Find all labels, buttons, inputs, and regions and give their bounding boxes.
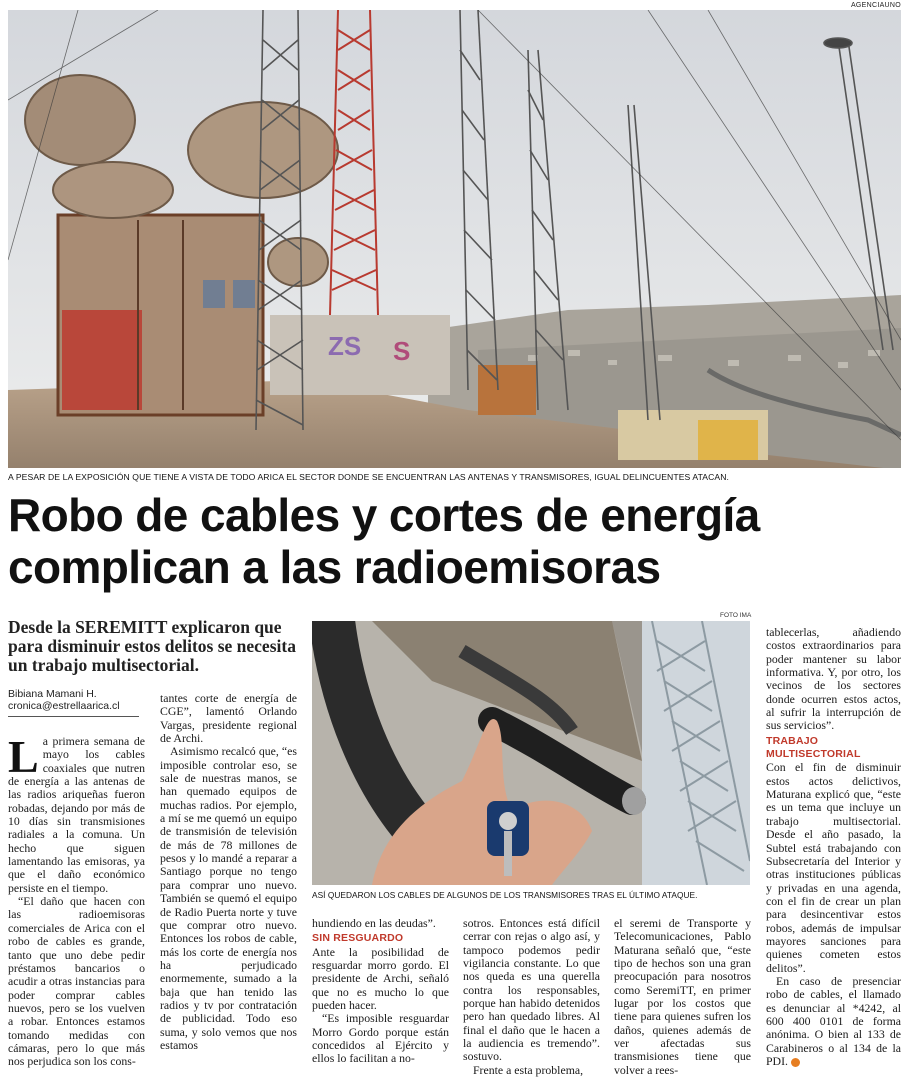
byline: [8, 688, 143, 712]
paragraph: sotros. Entonces está difícil cerrar con rejas o algo así, y tampoco podemos pedir vigilancia constante. Lo que nos queda es una querella contra los responsables, porque han habido detenidos pero han quedado libres. Al final el daño que le hacen a la audiencia es tremendo”. sostuvo.: [463, 916, 600, 1064]
cables-photo: [312, 621, 750, 885]
article-column-2: [160, 692, 297, 1052]
main-photo-caption: A PESAR DE LA EXPOSICIÓN QUE TIENE A VISTA DE TODO ARICA EL SECTOR DONDE SE ENCUENTRAN LAS ANTENAS Y TRANSMISORES, IGUAL DELINCUENTES ATACAN.: [8, 472, 730, 482]
main-photo: [8, 10, 901, 468]
photo-credit: FOTO IMA: [720, 612, 752, 619]
article-column-1: [8, 731, 145, 1069]
paragraph-text: En caso de presenciar robo de cables, el llamado es denunciar al *4242, al 600 400 0101 de forma anónima. O bien al 133 de Carabineros o al 134 de la PDI.: [766, 973, 901, 1068]
paragraph: Asimismo recalcó que, “es imposible controlar eso, se sale de nuestras manos, se han quemado equipos de muchas radios. Por ejemplo, a mí se me quemó un equipo de transmisión de televisión de más de 78 millones de pesos y lo mandé a reparar a Santiago porque no tengo para comprar uno nuevo. También se quemó el equipo de Radio Puerta norte y tuve que comprar otro nuevo. Entonces los robos de cable, más los corte de energía nos ha perjudicado enormemente, sumado a la baja que han tenido las radios y tv por contratación de publicidad. Todo eso suma, y solo vemos que nos estamos: [160, 744, 297, 1052]
lead-paragraph: [8, 731, 145, 895]
article-column-3: [312, 917, 449, 1066]
end-of-article-icon: ●: [791, 1058, 800, 1067]
photo-credit: AGENCIAUNO: [850, 2, 901, 9]
paragraph: tantes corte de energía de CGE”, lamentó Orlando Vargas, presidente regional de Archi.: [160, 691, 297, 746]
author-name: Bibiana Mamani H.: [8, 688, 97, 700]
paragraph: el seremi de Transporte y Telecomunicaciones, Pablo Maturana señaló que, “este tipo de hechos son una gran preocupación para nosotros como SeremiTT, en primer lugar por los costos que tiene para quienes sufren los daños, quienes además de ver afectadas sus transmisiones tiene que volver a rees-: [614, 916, 751, 1077]
cables-photo-caption: ASÍ QUEDARON LOS CABLES DE ALGUNOS DE LOS TRANSMISORES TRAS EL ÚLTIMO ATAQUE.: [312, 890, 698, 900]
drop-cap: L: [8, 731, 39, 782]
article-column-6: [766, 626, 901, 1068]
paragraph: “Es imposible resguardar Morro Gordo porque están concedidos al Ejército y ellos lo facilitan a no-: [312, 1011, 449, 1066]
headline-line-2: complican a las radioemisoras: [8, 541, 661, 593]
article-column-5: [614, 917, 751, 1077]
section-subhead: TRABAJO MULTISECTORIAL: [766, 734, 861, 761]
svg-text:ZS: ZS: [328, 331, 362, 361]
paragraph: “El daño que hacen con las radioemisoras comerciales de Arica con el robo de cables es grande, tanto que uno debe pedir préstamos bancarios o acudir a otras instancias para poder comprar cables nuevos, pero se los vuelven a robar. Entonces estamos tomando medidas con cámaras, pero lo que más nos perjudica son los cons-: [8, 894, 145, 1069]
paragraph: tablecerlas, añadiendo costos extraordinarios para poder mantener su labor informativa. Y, por otro, los vecinos de los sectores donde ocurren estos actos, al sufrir la interrupción de sus servicios”.: [766, 625, 901, 733]
paragraph: Con el fin de disminuir estos actos delictivos, Maturana explicó que, “este es un tema que incluye un trabajo multisectorial. Desde el año pasado, la Subtel está trabajando con Subsecretaría del Interior y otras instituciones públicas y privadas en una agenda, con el fin de crear un plan para desincentivar estos robos, además de impulsar mayores sanciones para quienes cometen estos delitos”.: [766, 760, 901, 975]
paragraph: Ante la posibilidad de resguardar morro gordo. El presidente de Archi, señaló que no es mucho lo que pueden hacer.: [312, 944, 449, 1013]
article-column-4: [463, 917, 600, 1077]
section-subhead: SIN RESGUARDO: [312, 932, 404, 945]
headline: [8, 489, 898, 593]
paragraph: Frente a esta problema,: [473, 1062, 584, 1077]
headline-line-1: Robo de cables y cortes de energía: [8, 489, 760, 541]
svg-text:S: S: [393, 336, 411, 366]
author-email[interactable]: cronica@estrellaarica.cl: [8, 700, 120, 712]
deck-subtitle: Desde la SEREMITT explicaron que para disminuir estos delitos se necesita un trabajo multisectorial.: [8, 617, 296, 675]
paragraph-text: a primera semana de mayo los cables coaxiales que nutren de energía a las antenas de las radios ariqueñas fueron robadas, dejando por más de 10 días sin transmisiones radiales a la comuna. Un hecho que siguen lamentando las emisoras, ya que el daño económico persiste en el tiempo.: [8, 734, 145, 895]
byline-divider: [8, 716, 139, 717]
closing-paragraph: [766, 975, 901, 1068]
paragraph: hundiendo en las deudas”.: [312, 916, 436, 930]
